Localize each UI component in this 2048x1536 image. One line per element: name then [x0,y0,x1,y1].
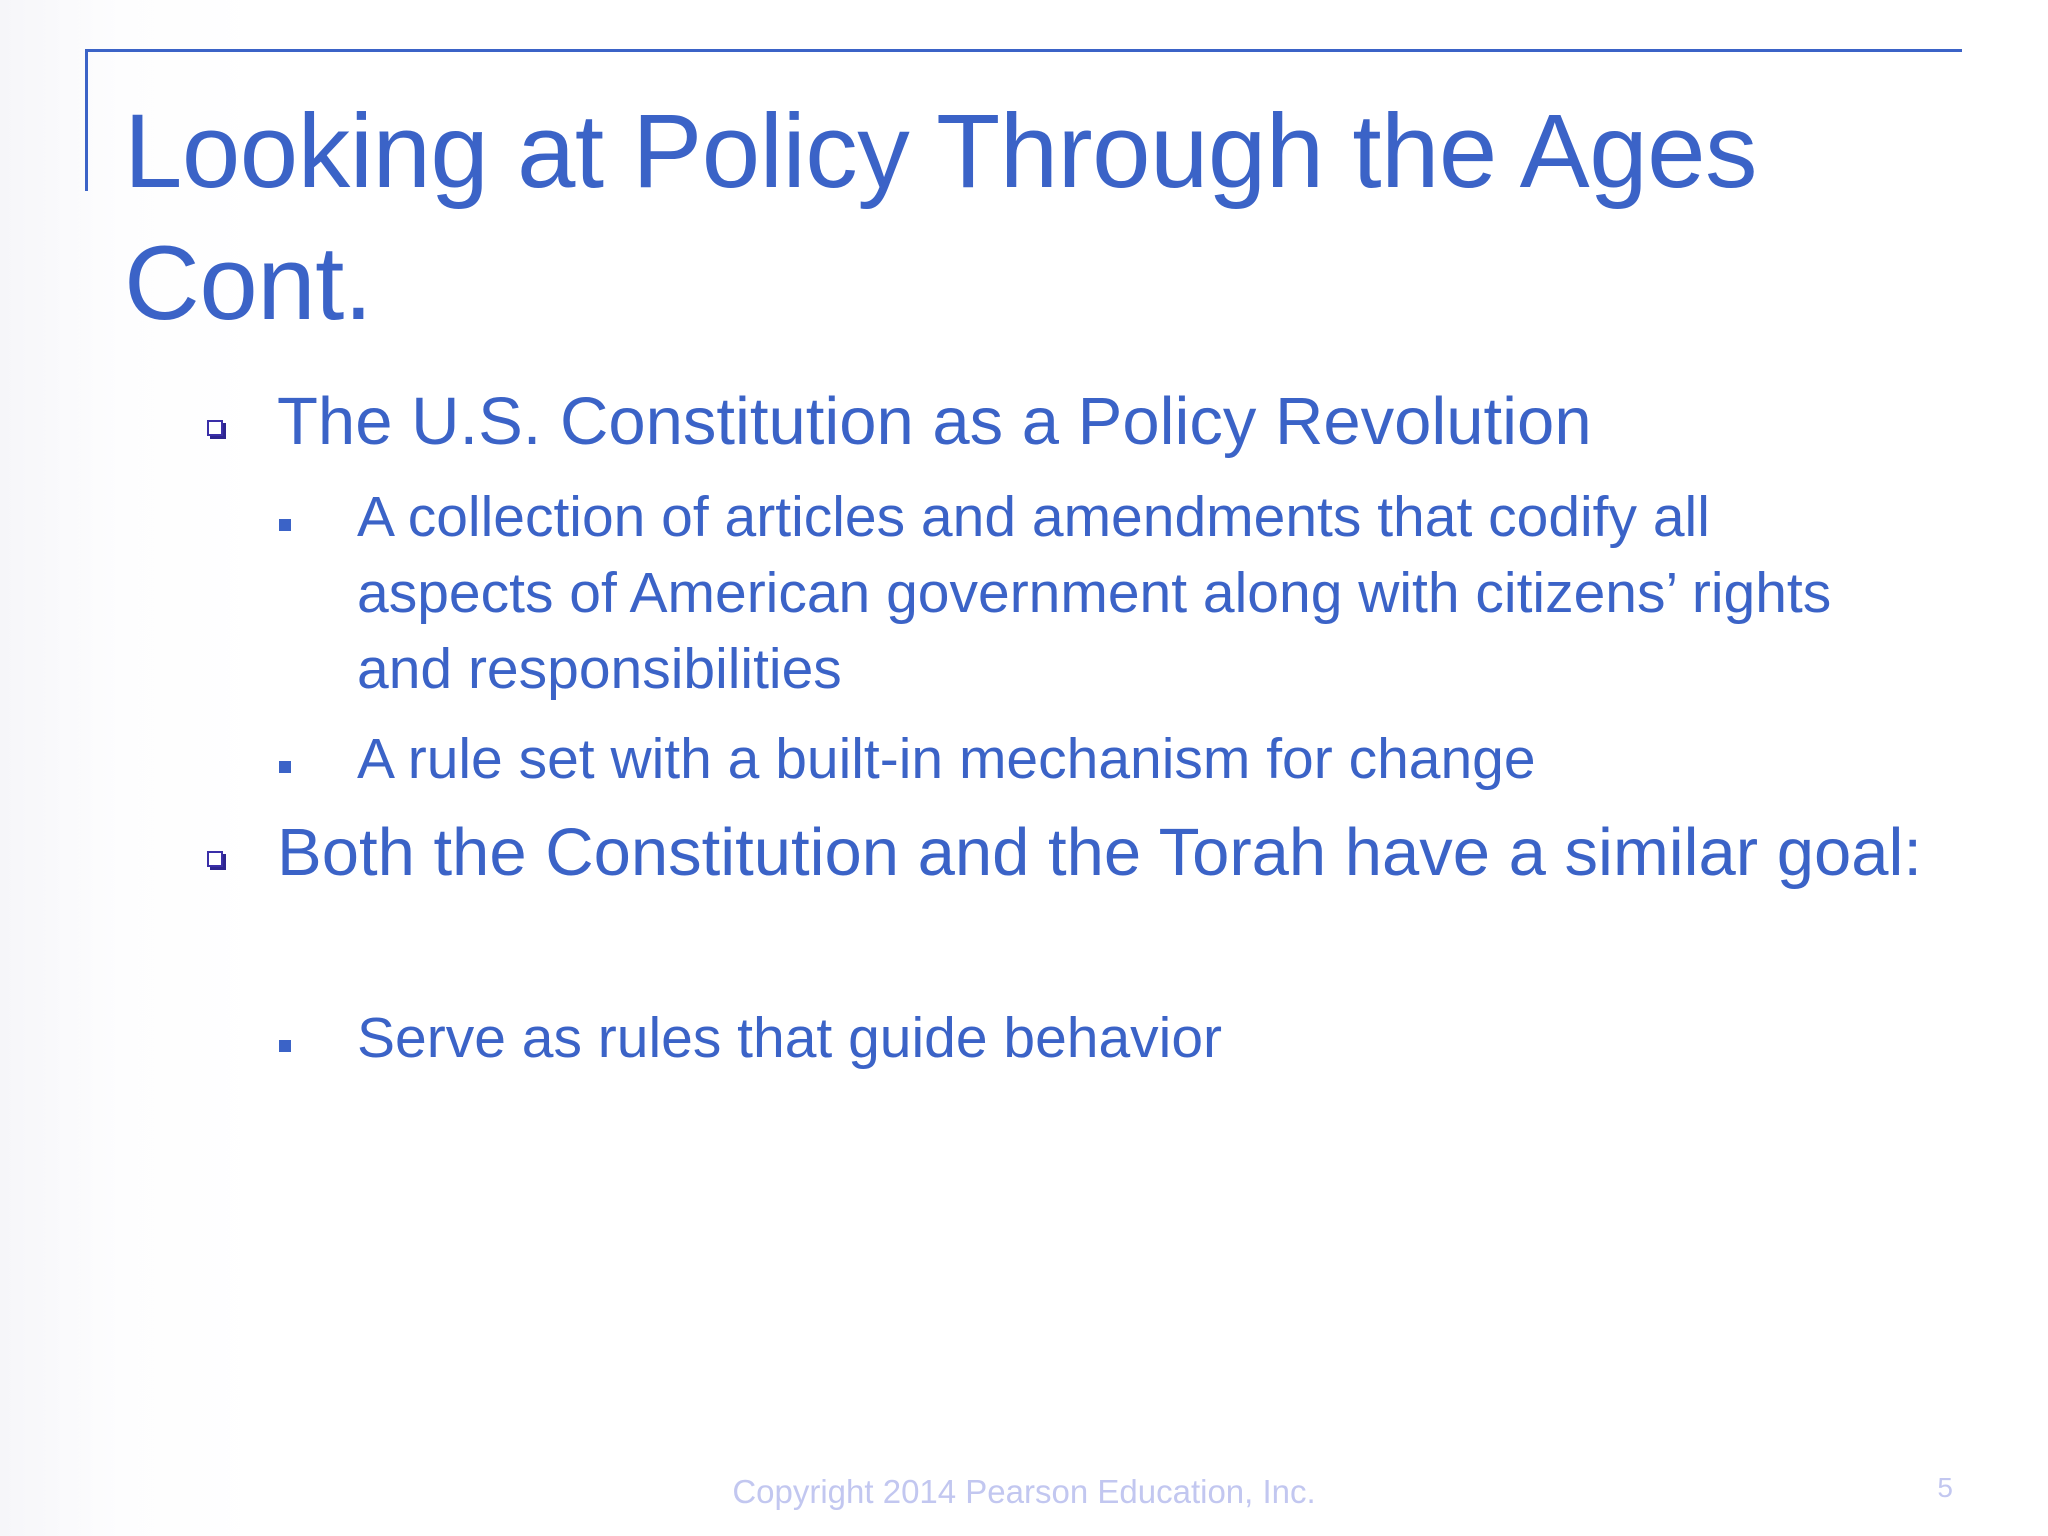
page-number: 5 [1937,1472,1953,1503]
bullet-level2-item: A rule set with a built-in mechanism for change [357,727,1536,791]
hollow-square-bullet-icon [207,420,223,436]
bullet-level2-item: Serve as rules that guide behavior [357,1006,1223,1070]
bullet-level1-item: Both the Constitution and the Torah have a similar goal: [277,815,1923,890]
hollow-square-bullet-icon [207,851,223,867]
slide-title: Looking at Policy Through the Ages Cont. [124,93,1758,342]
filled-square-bullet-icon [279,1040,291,1052]
filled-square-bullet-icon [279,761,291,773]
filled-square-bullet-icon [279,519,291,531]
bullet-level2-item: A collection of articles and amendments that codify all aspects of American government along with citizens’ rights and responsibilities [357,485,1832,701]
bullet-level1-item: The U.S. Constitution as a Policy Revolution [277,384,1592,459]
copyright-footer: Copyright 2014 Pearson Education, Inc. [732,1473,1316,1510]
